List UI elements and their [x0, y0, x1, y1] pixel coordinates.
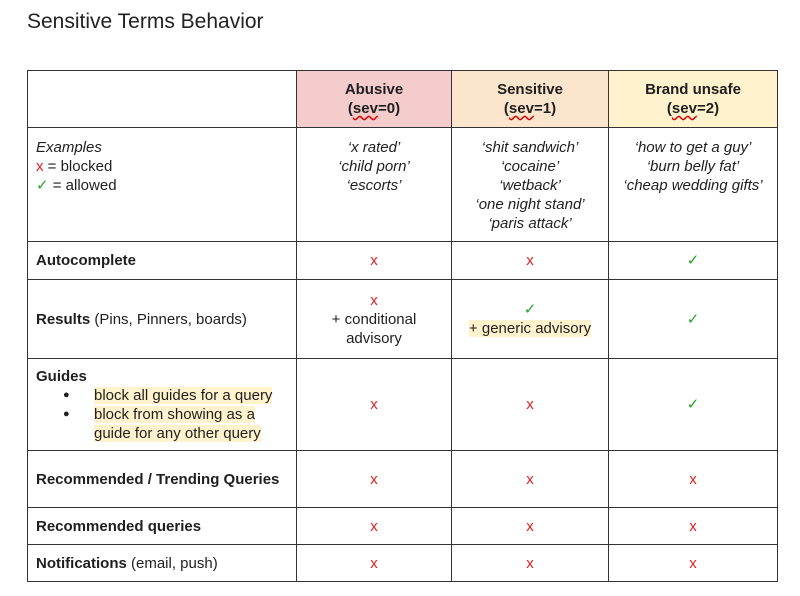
- row-guides: [28, 359, 778, 451]
- header-brand-unsafe-name: Brand unsafe: [645, 81, 741, 98]
- row-label-results: Results: [36, 310, 91, 328]
- legend-cell: [28, 128, 297, 242]
- row-label-recommended-queries: Recommended queries: [36, 517, 202, 535]
- blocked-icon: x: [452, 451, 609, 508]
- checkmark-icon: ✓: [523, 301, 537, 318]
- generic-advisory-note: + generic advisory: [468, 320, 592, 337]
- blocked-icon: x: [36, 158, 44, 175]
- row-label-results-detail: (Pins, Pinners, boards): [90, 310, 247, 328]
- blocked-icon: x: [370, 291, 378, 309]
- row-notifications: [28, 545, 778, 582]
- checkmark-icon: ✓: [609, 359, 778, 451]
- row-label-recommended-trending: Recommended / Trending Queries: [36, 470, 280, 488]
- conditional-advisory-note: + conditional advisory: [331, 310, 417, 347]
- blocked-icon: x: [297, 545, 452, 582]
- blocked-icon: x: [297, 508, 452, 545]
- row-label-notifications: Notifications: [36, 554, 127, 572]
- blocked-icon: x: [452, 242, 609, 280]
- results-sensitive: [452, 280, 609, 359]
- blocked-icon: x: [452, 359, 609, 451]
- blocked-icon: x: [297, 451, 452, 508]
- checkmark-icon: ✓: [36, 177, 49, 194]
- header-abusive-name: Abusive: [344, 81, 404, 98]
- blocked-icon: x: [452, 545, 609, 582]
- row-autocomplete: [28, 242, 778, 280]
- blocked-icon: x: [609, 451, 778, 508]
- sensitive-terms-table: [27, 70, 778, 582]
- checkmark-icon: ✓: [609, 280, 778, 359]
- blocked-icon: x: [452, 508, 609, 545]
- examples-abusive: ‘x rated’ ‘child porn’ ‘escorts’: [297, 128, 452, 242]
- legend-blocked: x = blocked: [36, 158, 113, 175]
- header-brand-unsafe: Brand unsafe (sev=2): [609, 71, 778, 128]
- guides-bullet-list: [36, 386, 288, 443]
- checkmark-icon: ✓: [609, 242, 778, 280]
- header-sensitive-sev: sev: [508, 100, 534, 117]
- row-results: [28, 280, 778, 359]
- row-label-guides: Guides: [36, 367, 87, 385]
- blocked-icon: x: [609, 545, 778, 582]
- row-recommended-trending: [28, 451, 778, 508]
- examples-sensitive: ‘shit sandwich’ ‘cocaine’ ‘wetback’ ‘one night stand’ ‘paris attack’: [452, 128, 609, 242]
- blocked-icon: x: [297, 359, 452, 451]
- list-item: ● block from showing as a guide for any other query: [36, 405, 288, 443]
- header-brand-unsafe-sev: sev: [671, 100, 697, 117]
- header-sensitive-name: Sensitive: [497, 81, 563, 98]
- header-empty-cell: [28, 71, 297, 128]
- examples-label: Examples: [36, 139, 102, 156]
- header-abusive: Abusive (sev=0): [297, 71, 452, 128]
- row-label-notifications-detail: (email, push): [126, 554, 218, 572]
- examples-brand-unsafe: ‘how to get a guy’ ‘burn belly fat’ ‘cheap wedding gifts’: [609, 128, 778, 242]
- document-title: Sensitive Terms Behavior: [27, 10, 264, 33]
- row-label-autocomplete: Autocomplete: [36, 252, 137, 269]
- header-row: [28, 71, 778, 128]
- row-recommended-queries: [28, 508, 778, 545]
- list-item: ● block all guides for a query: [36, 386, 288, 405]
- legend-allowed: ✓ = allowed: [36, 177, 117, 194]
- header-abusive-sev: sev: [352, 100, 378, 117]
- examples-row: [28, 128, 778, 242]
- blocked-icon: x: [609, 508, 778, 545]
- header-sensitive: Sensitive (sev=1): [452, 71, 609, 128]
- blocked-icon: x: [297, 242, 452, 280]
- results-abusive: [297, 280, 452, 359]
